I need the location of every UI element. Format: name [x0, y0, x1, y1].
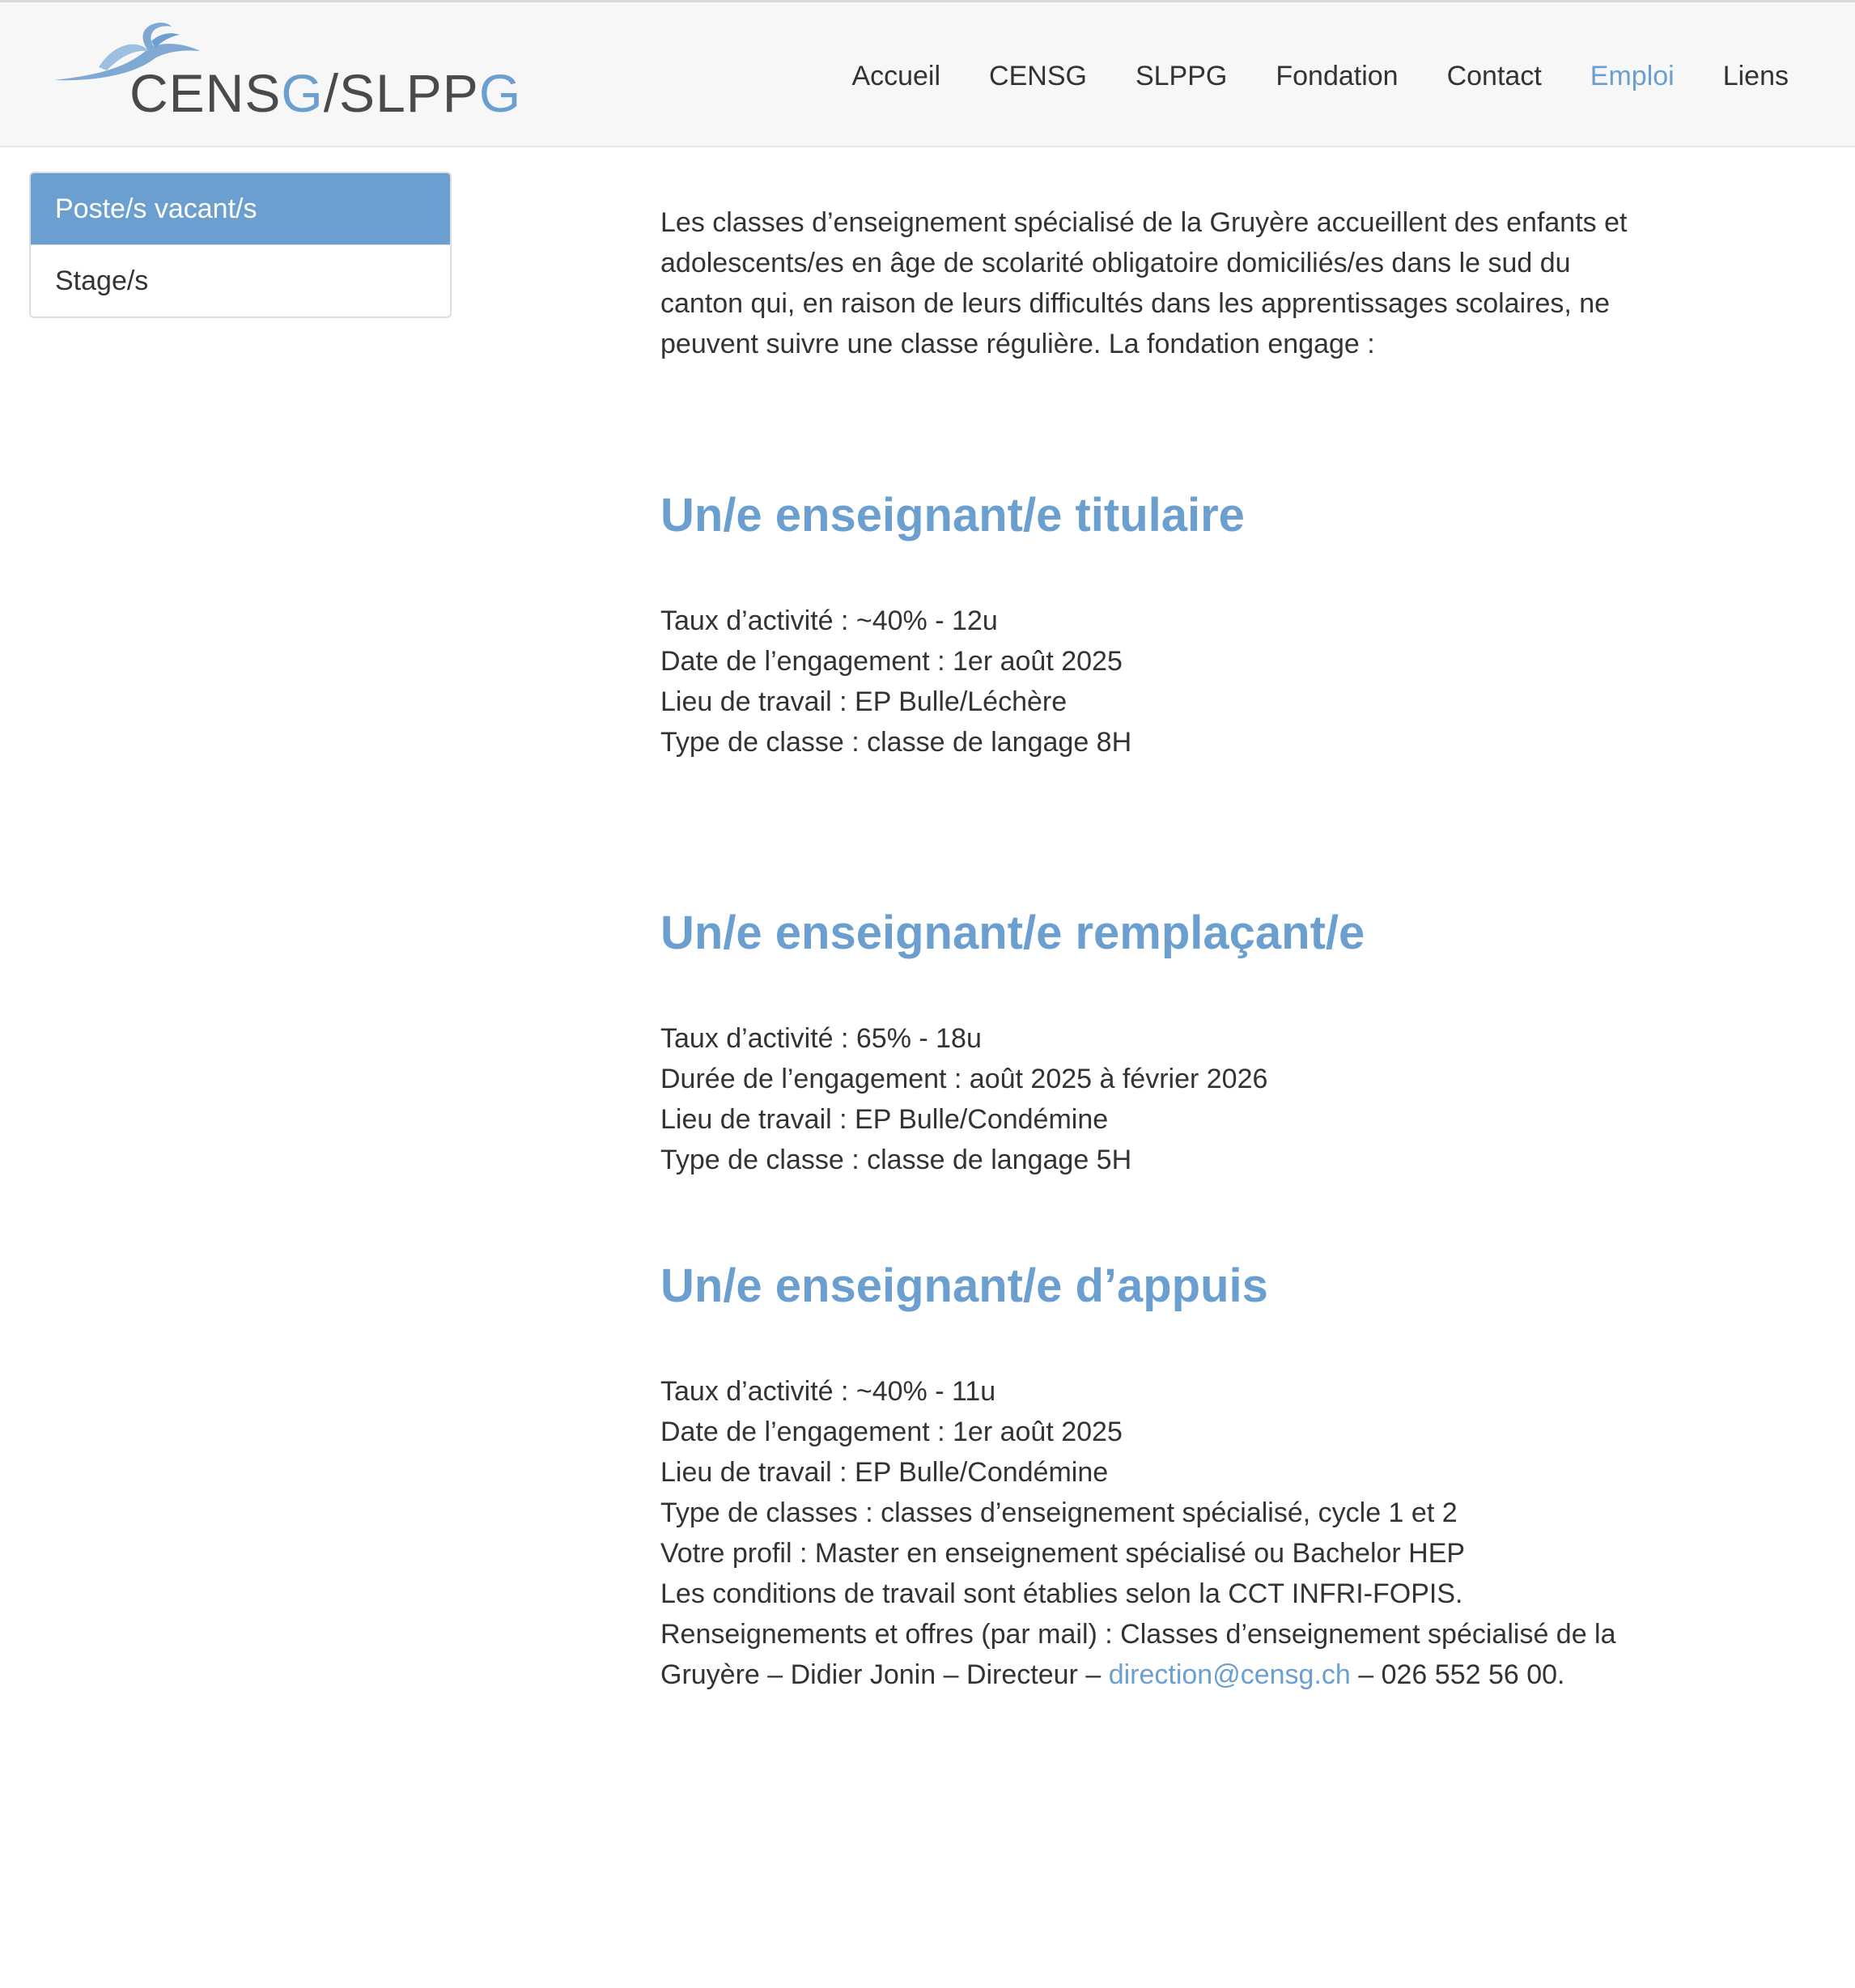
- nav-liens[interactable]: Liens: [1722, 61, 1789, 91]
- position-details: [660, 601, 1632, 762]
- position-title: Un/e enseignant/e titulaire: [660, 489, 1245, 542]
- conditions-text: Les conditions de travail sont établies selon la CCT INFRI-FOPIS.: [660, 1578, 1463, 1609]
- logo-wordmark: CENSG/SLPPG: [129, 63, 522, 123]
- nav-fondation[interactable]: Fondation: [1276, 61, 1399, 91]
- sidebar-item-stages[interactable]: Stage/s: [31, 244, 450, 316]
- detail-line: Lieu de travail : EP Bulle/Condémine: [660, 1457, 1109, 1488]
- detail-line: Date de l’engagement : 1er août 2025: [660, 646, 1123, 677]
- detail-line: Type de classe : classe de langage 8H: [660, 727, 1132, 758]
- sidebar-item-postes-vacants[interactable]: Poste/s vacant/s: [31, 173, 450, 244]
- detail-line: Lieu de travail : EP Bulle/Condémine: [660, 1104, 1109, 1135]
- detail-line: Taux d’activité : 65% - 18u: [660, 1023, 982, 1054]
- detail-line: Type de classe : classe de langage 5H: [660, 1145, 1132, 1175]
- nav-emploi[interactable]: Emploi: [1590, 61, 1675, 91]
- nav-slppg[interactable]: SLPPG: [1135, 61, 1228, 91]
- main-nav: [803, 61, 1789, 92]
- position-details: [660, 1371, 1632, 1533]
- detail-line: Lieu de travail : EP Bulle/Léchère: [660, 686, 1068, 717]
- position-title: Un/e enseignant/e d’appuis: [660, 1259, 1268, 1312]
- site-header: [0, 0, 1855, 147]
- detail-line: Taux d’activité : ~40% - 12u: [660, 605, 998, 636]
- site-logo[interactable]: [50, 17, 522, 123]
- contact-text-after: – 026 552 56 00.: [1350, 1659, 1565, 1690]
- nav-contact[interactable]: Contact: [1446, 61, 1542, 91]
- detail-line: Taux d’activité : ~40% - 11u: [660, 1376, 996, 1407]
- email-link[interactable]: direction@censg.ch: [1108, 1659, 1351, 1690]
- position-title: Un/e enseignant/e remplaçant/e: [660, 907, 1365, 959]
- detail-line: Date de l’engagement : 1er août 2025: [660, 1417, 1123, 1447]
- main-content: [660, 202, 1632, 1695]
- intro-paragraph: Les classes d’enseignement spécialisé de la Gruyère accueillent des enfants et adolescents/es en âge de scolarité obligatoire domiciliés/es dans le sud du canton qui, en raison de leurs difficultés dans les apprentissages scolaires, ne peuvent suivre une classe régulière. La fondation engage :: [660, 207, 1628, 359]
- contact-text-before: Renseignements et offres (par mail) : Classes d’enseignement spécialisé de la Gruyère – Didier Jonin – Directeur –: [660, 1619, 1616, 1690]
- contact-text: [660, 1614, 1632, 1695]
- detail-line: Type de classes : classes d’enseignement spécialisé, cycle 1 et 2: [660, 1497, 1458, 1528]
- nav-censg[interactable]: CENSG: [989, 61, 1087, 91]
- profile-text: Votre profil : Master en enseignement spécialisé ou Bachelor HEP: [660, 1538, 1466, 1569]
- detail-line: Durée de l’engagement : août 2025 à février 2026: [660, 1064, 1268, 1094]
- sidebar-menu: [29, 172, 452, 318]
- nav-accueil[interactable]: Accueil: [851, 61, 941, 91]
- position-details: [660, 1018, 1632, 1180]
